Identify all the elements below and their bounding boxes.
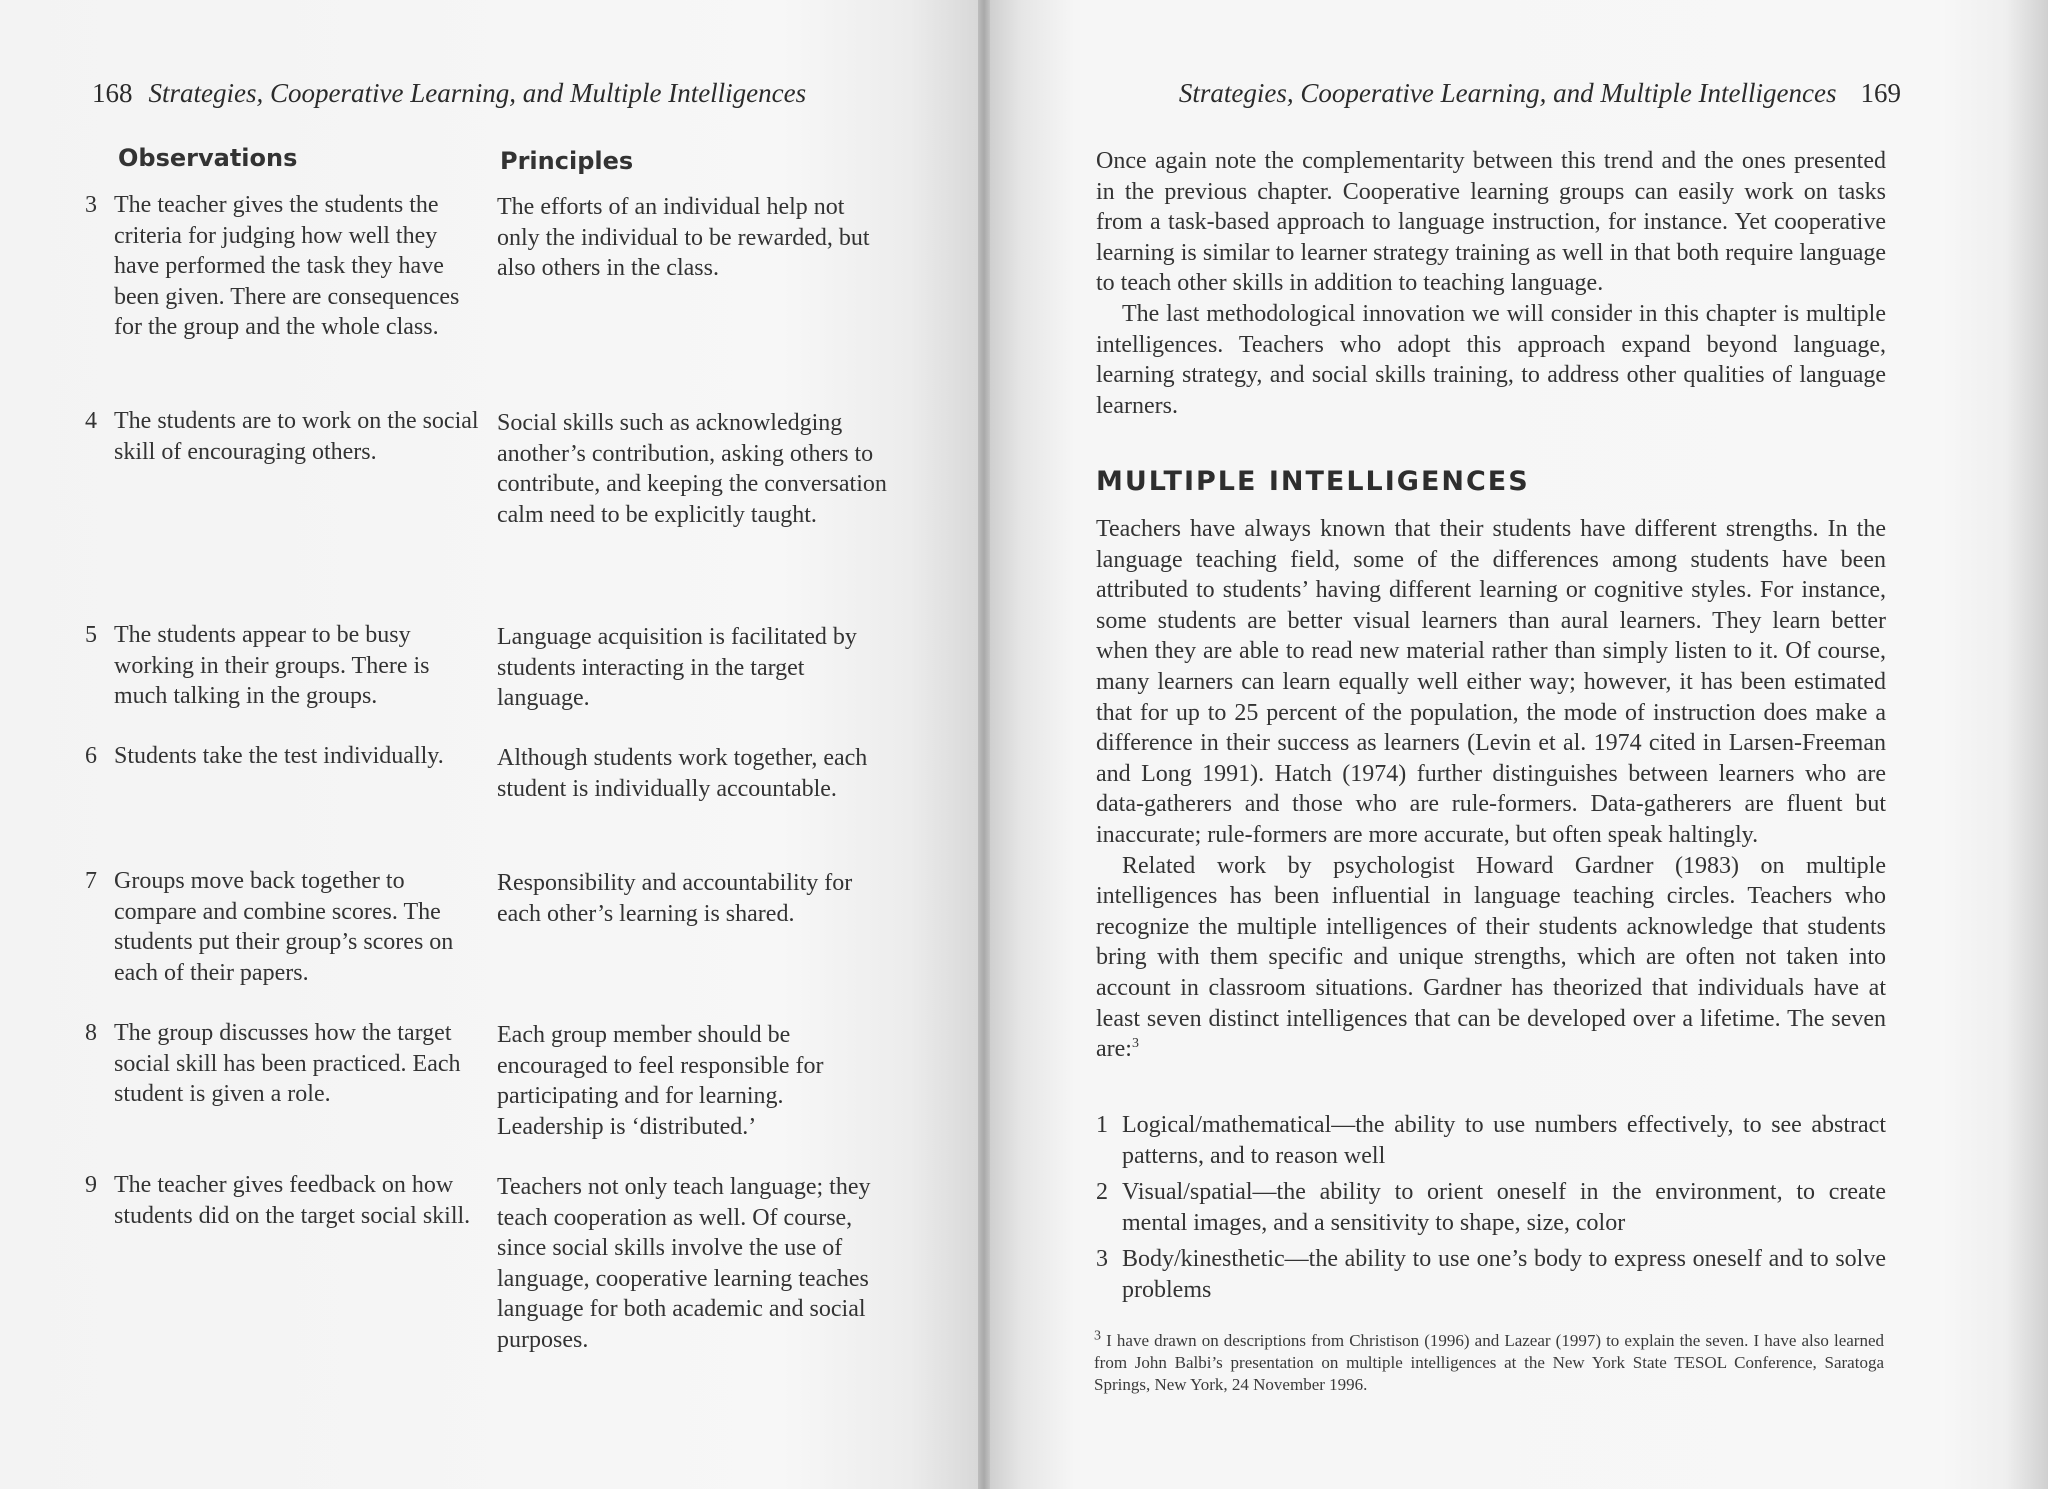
observation-9 — [85, 1170, 479, 1231]
intro-paragraph: Once again note the complementarity between this trend and the ones presented in the previous chapter. Cooperative learning groups can easily work on tasks from a task-based approach to language instruction, for instance. Yet cooperative learning is similar to learner strategy training as well in that both require language to teach other skills in addition to teaching language. — [1096, 148, 1886, 297]
footnote-number: 3 — [1094, 1328, 1101, 1344]
observation-8 — [85, 1018, 479, 1110]
observation-text: The teacher gives the students the criteria for judging how well they have performed the task they have been given. There are consequences for the group and the whole class. — [114, 192, 460, 340]
list-item-text: Visual/spatial—the ability to orient oneself in the environment, to create mental images, and a sensitivity to shape, size, color — [1122, 1179, 1886, 1236]
left-running-title: Strategies, Cooperative Learning, and Multiple Intelligences — [148, 78, 807, 108]
list-item-number: 1 — [1096, 1112, 1108, 1138]
list-item — [1096, 1244, 1886, 1305]
principle-9 — [497, 1172, 887, 1355]
observation-text: The teacher gives feedback on how students did on the target social skill. — [114, 1172, 471, 1229]
section-paragraph — [1096, 851, 1886, 1065]
principle-text: Teachers not only teach language; they teach cooperation as well. Of course, since social skills involve the use of language, cooperative learning teaches language for both academic and social purposes. — [497, 1174, 871, 1353]
observation-3 — [85, 190, 479, 343]
principle-3 — [497, 192, 887, 284]
principle-6 — [497, 743, 887, 804]
observation-5 — [85, 620, 479, 712]
principles-heading: Principles — [500, 147, 634, 175]
right-running-header — [1179, 78, 1901, 109]
observation-number: 3 — [85, 192, 97, 218]
left-running-header — [92, 78, 806, 109]
observation-text: The students appear to be busy working in their groups. There is much talking in the groups. — [114, 622, 430, 709]
list-item-number: 2 — [1096, 1179, 1108, 1205]
principle-7 — [497, 868, 887, 929]
observation-text: Groups move back together to compare and combine scores. The students put their group’s scores on each of their papers. — [114, 868, 454, 986]
intelligences-list — [1096, 1110, 1886, 1311]
observation-4 — [85, 406, 479, 467]
observation-text: Students take the test individually. — [114, 743, 444, 769]
observation-number: 7 — [85, 868, 97, 894]
list-item — [1096, 1177, 1886, 1238]
observation-7 — [85, 866, 479, 988]
list-item-text: Body/kinesthetic—the ability to use one’s body to express oneself and to solve problems — [1122, 1246, 1886, 1303]
principle-text: The efforts of an individual help not only the individual to be rewarded, but also others in the class. — [497, 194, 870, 281]
intro-paragraph: The last methodological innovation we will consider in this chapter is multiple intelligences. Teachers who adopt this approach expand beyond language, learning strategy, and social skills training, to address other qualities of language learners. — [1096, 300, 1886, 419]
footnote — [1094, 1330, 1884, 1396]
section-paragraph-text: Related work by psychologist Howard Gardner (1983) on multiple intelligences has been influential in language teaching circles. Teachers who recognize the multiple intelligences of their students acknowledge that students bring with them specific and unique strengths, which are often not taken into account in classroom situations. Gardner has theorized that individuals have at least seven distinct intelligences that can be developed over a lifetime. The seven are: — [1096, 852, 1886, 1063]
list-item-text: Logical/mathematical—the ability to use numbers effectively, to see abstract patterns, and to reason well — [1122, 1112, 1886, 1169]
right-page-number: 169 — [1860, 78, 1901, 108]
observations-heading: Observations — [118, 144, 298, 172]
principle-text: Although students work together, each student is individually accountable. — [497, 745, 868, 802]
principle-text: Language acquisition is facilitated by students interacting in the target language. — [497, 624, 857, 711]
observation-number: 6 — [85, 743, 97, 769]
observation-number: 8 — [85, 1020, 97, 1046]
left-page-number: 168 — [92, 78, 133, 108]
list-item-number: 3 — [1096, 1246, 1108, 1272]
principle-8 — [497, 1020, 887, 1142]
observation-6 — [85, 741, 479, 772]
book-gutter — [978, 0, 990, 1489]
principle-4 — [497, 408, 887, 530]
list-item — [1096, 1110, 1886, 1171]
observation-text: The group discusses how the target social skill has been practiced. Each student is given a role. — [114, 1020, 461, 1107]
observation-number: 4 — [85, 408, 97, 434]
section-heading: MULTIPLE INTELLIGENCES — [1096, 466, 1530, 497]
principle-5 — [497, 622, 887, 714]
observation-text: The students are to work on the social skill of encouraging others. — [114, 408, 479, 465]
observation-number: 9 — [85, 1172, 97, 1198]
right-running-title: Strategies, Cooperative Learning, and Multiple Intelligences — [1178, 78, 1837, 108]
principle-text: Each group member should be encouraged to feel responsible for participating and for learning. Leadership is ‘distributed.’ — [497, 1022, 824, 1140]
principle-text: Social skills such as acknowledging another’s contribution, asking others to contribute, and keeping the conversation calm need to be explicitly taught. — [497, 410, 887, 528]
left-page — [0, 0, 978, 1489]
intro-text — [1096, 146, 1886, 421]
section-body — [1096, 514, 1886, 1065]
observation-number: 5 — [85, 622, 97, 648]
section-paragraph: Teachers have always known that their students have different strengths. In the language teaching field, some of the differences among students have been attributed to students’ having different learning or cognitive styles. For instance, some students are better visual learners than aural learners. They learn better when they are able to read new material rather than simply listen to it. Of course, many learners can learn equally well either way; however, it has been estimated that for up to 25 percent of the population, the mode of instruction does make a difference in their success as learners (Levin et al. 1974 cited in Larsen-Freeman and Long 1991). Hatch (1974) further distinguishes between learners who are data-gatherers and those who are rule-formers. Data-gatherers are fluent but inaccurate; rule-formers are more accurate, but often speak haltingly. — [1096, 516, 1886, 848]
principle-text: Responsibility and accountability for each other’s learning is shared. — [497, 870, 853, 927]
footnote-marker: 3 — [1131, 1036, 1139, 1052]
footnote-text: I have drawn on descriptions from Christison (1996) and Lazear (1997) to explain the seven. I have also learned from John Balbi’s presentation on multiple intelligences at the New York State TESOL Conference, Saratoga Springs, New York, 24 November 1996. — [1094, 1331, 1885, 1394]
